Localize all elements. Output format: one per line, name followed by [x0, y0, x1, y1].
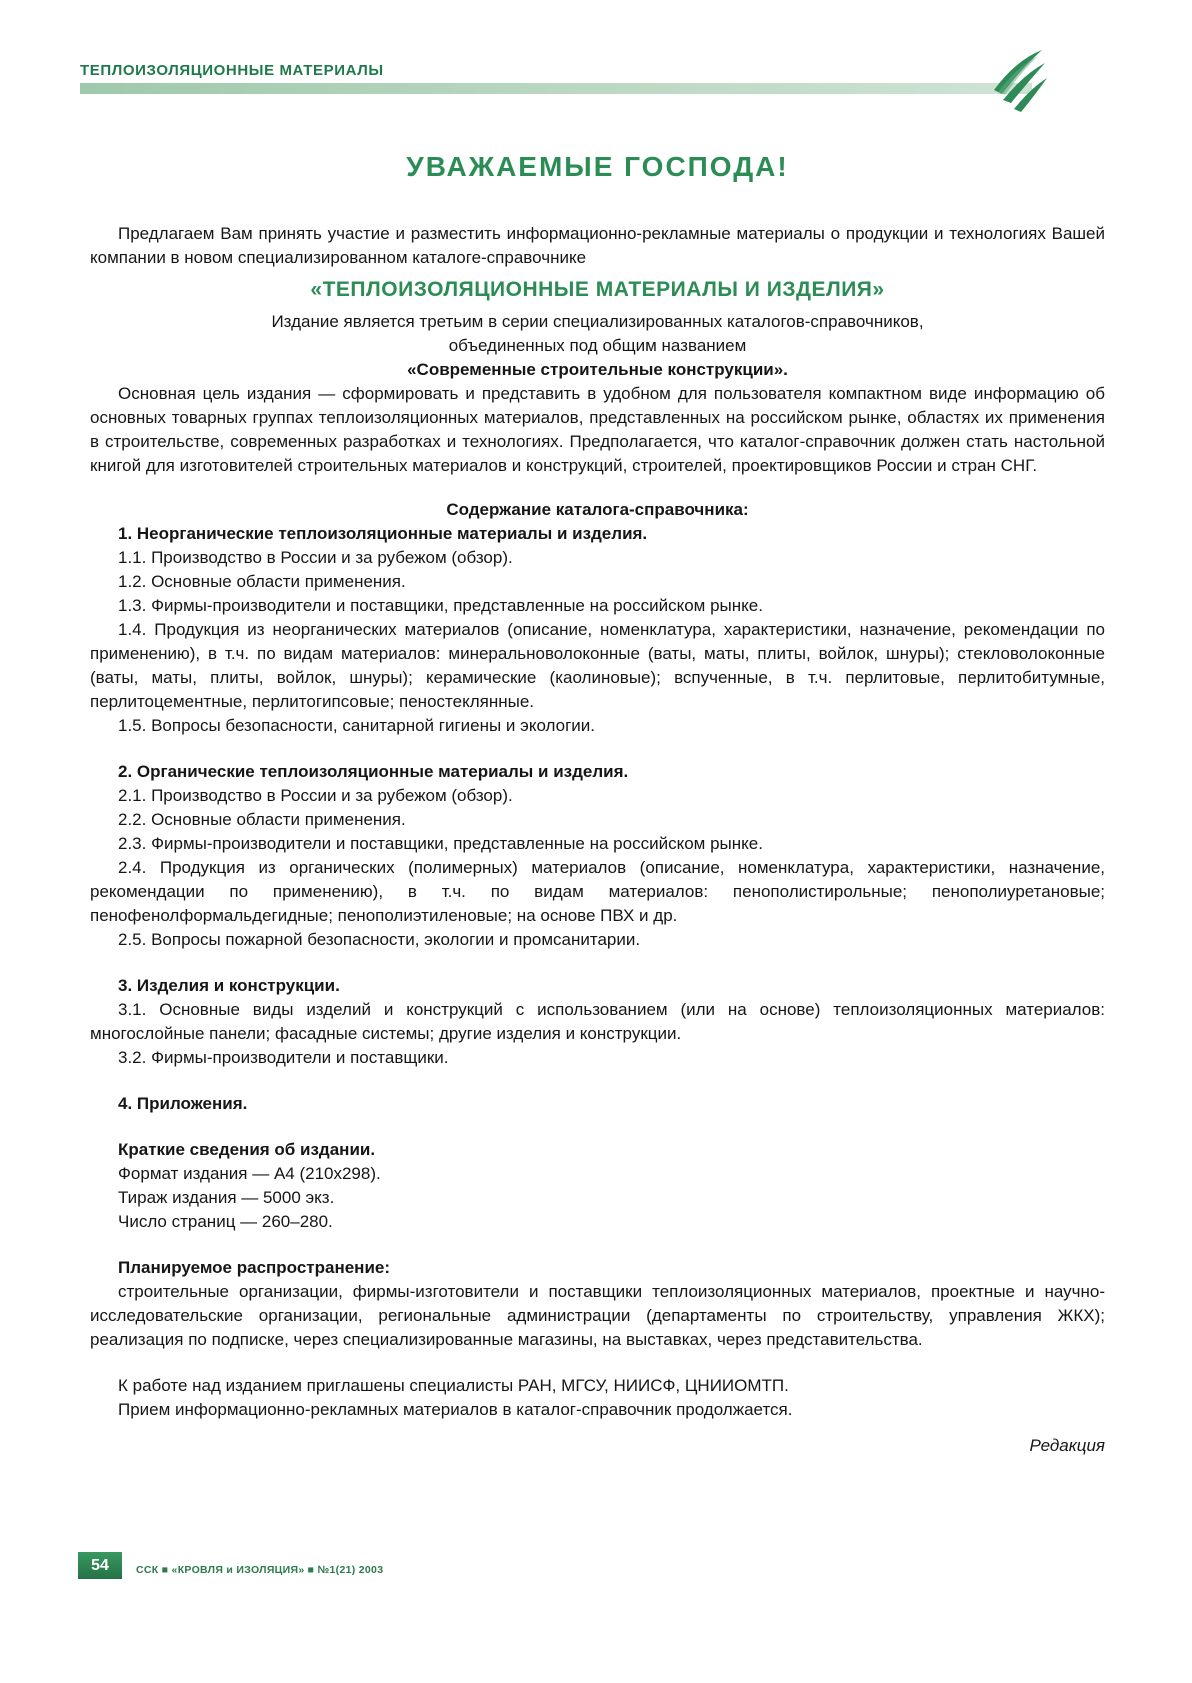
toc-item: 2.5. Вопросы пожарной безопасности, экологии и промсанитарии. [118, 930, 641, 949]
signature: Редакция [1029, 1436, 1105, 1455]
toc-item: 1.4. Продукция из неорганических материалов (описание, номенклатура, характеристики, назначение, рекомендации по применению), в т.ч. по видам материалов: минеральноволоконные (ваты, маты, плиты, войлок, шнуры); стекловолоконные (ваты, маты, плиты, войлок, шнуры); керамические (каолиновые); вспученные, в т.ч. перлитовые, перлитобитумные, перлитоцементные, перлитогипсовые; пеностеклянные. [90, 620, 1105, 711]
toc-item: 1.5. Вопросы безопасности, санитарной гигиены и экологии. [118, 716, 596, 735]
toc-item: 1.1. Производство в России и за рубежом (обзор). [118, 548, 513, 567]
toc-section-3 [90, 974, 1105, 1070]
toc-title: Содержание каталога-справочника: [446, 500, 749, 519]
page-title: УВАЖАЕМЫЕ ГОСПОДА! [406, 151, 789, 182]
toc-section-4 [90, 1092, 1105, 1116]
toc-item: 1.2. Основные области применения. [118, 572, 406, 591]
toc-section-heading: 1. Неорганические теплоизоляционные материалы и изделия. [118, 524, 648, 543]
series-note-line1: Издание является третьим в серии специализированных каталогов-справочников, [271, 312, 924, 331]
closing [90, 1374, 1105, 1422]
toc-section-heading: 4. Приложения. [118, 1094, 248, 1113]
toc-section-heading: 3. Изделия и конструкции. [118, 976, 340, 995]
page-number-badge: 54 [78, 1552, 122, 1579]
purpose-paragraph: Основная цель издания — сформировать и представить в удобном для пользователя компактном виде информацию об основных товарных группах теплоизоляционных материалов, представленных на российском рынке, областях их применения в строительстве, современных разработках и технологиях. Предполагается, что каталог-справочник должен стать настольной книгой для изготовителей строительных материалов и конструкций, строителей, проектировщиков России и стран СНГ. [90, 384, 1105, 475]
toc-section-heading: 2. Органические теплоизоляционные материалы и изделия. [118, 762, 629, 781]
toc-item: 2.1. Производство в России и за рубежом (обзор). [118, 786, 513, 805]
intro-paragraph: Предлагаем Вам принять участие и разместить информационно-рекламные материалы о продукции и технологиях Вашей компании в новом специализированном каталоге-справочнике [90, 224, 1105, 267]
toc-item: 2.2. Основные области применения. [118, 810, 406, 829]
toc-item: 2.3. Фирмы-производители и поставщики, представленные на российском рынке. [118, 834, 763, 853]
footer-journal-line: ССК ■ «КРОВЛЯ и ИЗОЛЯЦИЯ» ■ №1(21) 2003 [136, 1564, 384, 1576]
toc-section-1 [90, 522, 1105, 738]
distribution-text: строительные организации, фирмы-изготовители и поставщики теплоизоляционных материалов, проектные и научно-исследовательские организации, региональные администрации (департаменты по строительству, управления ЖКХ); реализация по подписке, через специализированные магазины, на выставках, через представительства. [90, 1282, 1105, 1349]
ssk-leaf-logo-icon [990, 48, 1050, 114]
series-note-line2: объединенных под общим названием [448, 336, 747, 355]
page-footer [78, 1552, 383, 1579]
toc-item: 3.2. Фирмы-производители и поставщики. [118, 1048, 449, 1067]
toc-item: 2.4. Продукция из органических (полимерных) материалов (описание, номенклатура, характеристики, назначение, рекомендации по применению), в т.ч. по видам материалов: пенополистирольные; пенополиуретановые; пенофенолформальдегидные; пенополиэтиленовые; на основе ПВХ и др. [90, 858, 1105, 925]
closing-line: К работе над изданием приглашены специалисты РАН, МГСУ, НИИСФ, ЦНИИОМТП. [118, 1376, 789, 1395]
toc-section-2 [90, 760, 1105, 952]
distribution-heading: Планируемое распространение: [118, 1258, 391, 1277]
catalog-title: «ТЕПЛОИЗОЛЯЦИОННЫЕ МАТЕРИАЛЫ И ИЗДЕЛИЯ» [310, 278, 885, 301]
article-body [90, 150, 1105, 1458]
running-head-band [80, 83, 1032, 94]
edition-info-line: Тираж издания — 5000 экз. [118, 1188, 335, 1207]
edition-info-line: Число страниц — 260–280. [118, 1212, 333, 1231]
closing-line: Прием информационно-рекламных материалов в каталог-справочник продолжается. [118, 1400, 793, 1419]
toc-item: 1.3. Фирмы-производители и поставщики, представленные на российском рынке. [118, 596, 763, 615]
running-head-title: ТЕПЛОИЗОЛЯЦИОННЫЕ МАТЕРИАЛЫ [80, 62, 384, 79]
edition-info-heading: Краткие сведения об издании. [118, 1140, 376, 1159]
distribution [90, 1256, 1105, 1352]
series-name: «Современные строительные конструкции». [407, 360, 788, 379]
edition-info-line: Формат издания — А4 (210х298). [118, 1164, 381, 1183]
edition-info [90, 1138, 1105, 1234]
toc-item: 3.1. Основные виды изделий и конструкций с использованием (или на основе) теплоизоляционных материалов: многослойные панели; фасадные системы; другие изделия и конструкции. [90, 1000, 1105, 1043]
running-head [80, 62, 1112, 94]
